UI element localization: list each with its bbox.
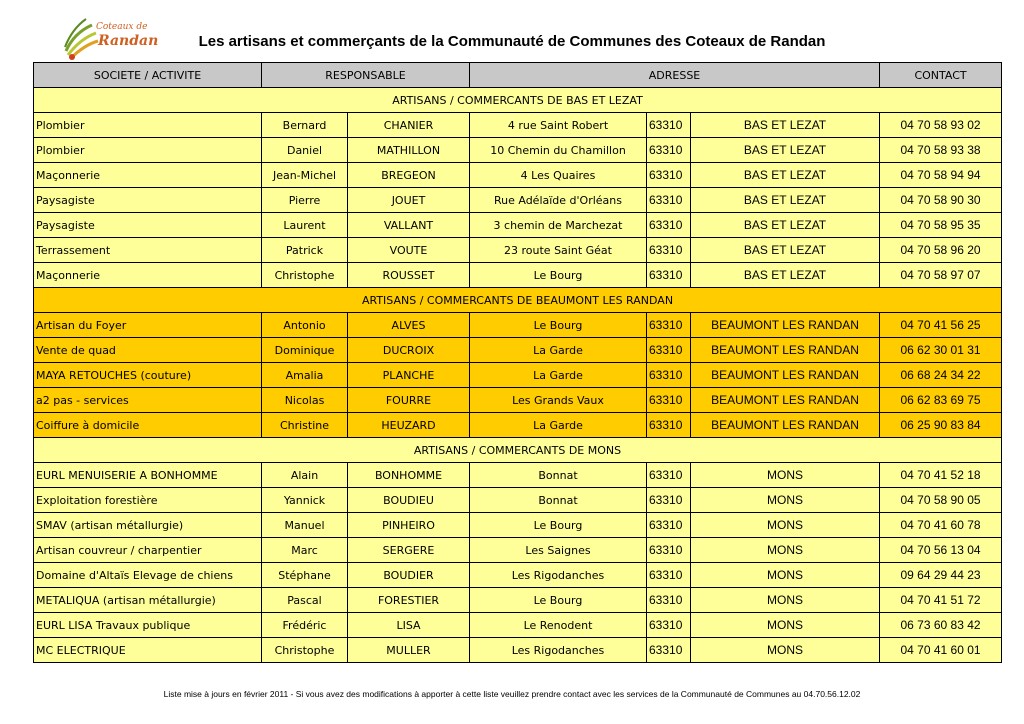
cell-nom: BREGEON [348,163,470,188]
cell-activite: EURL MENUISERIE A BONHOMME [34,463,262,488]
table-row [34,563,1002,588]
cell-activite: Paysagiste [34,213,262,238]
cell-tel: 04 70 56 13 04 [880,538,1002,563]
cell-activite: MC ELECTRIQUE [34,638,262,663]
cell-cp: 63310 [647,388,691,413]
cell-ville: MONS [691,588,880,613]
cell-ville: BEAUMONT LES RANDAN [691,338,880,363]
cell-activite: Vente de quad [34,338,262,363]
cell-nom: LISA [348,613,470,638]
cell-rue: Le Renodent [470,613,647,638]
cell-nom: FOURRE [348,388,470,413]
logo-text-line1: Coteaux de [96,22,148,32]
cell-ville: BAS ET LEZAT [691,113,880,138]
cell-tel: 04 70 41 56 25 [880,313,1002,338]
cell-ville: MONS [691,538,880,563]
cell-activite: Paysagiste [34,188,262,213]
cell-rue: Bonnat [470,488,647,513]
cell-prenom: Christine [262,413,348,438]
cell-cp: 63310 [647,138,691,163]
cell-rue: Rue Adélaïde d'Orléans [470,188,647,213]
cell-prenom: Christophe [262,263,348,288]
header-contact: CONTACT [880,63,1002,88]
cell-ville: MONS [691,513,880,538]
cell-activite: Terrassement [34,238,262,263]
section-title: ARTISANS / COMMERCANTS DE BAS ET LEZAT [34,88,1002,113]
cell-nom: BONHOMME [348,463,470,488]
section-header-row [34,438,1002,463]
cell-nom: BOUDIEU [348,488,470,513]
cell-rue: 10 Chemin du Chamillon [470,138,647,163]
artisans-table [33,62,1002,663]
cell-tel: 04 70 41 60 01 [880,638,1002,663]
cell-tel: 06 62 30 01 31 [880,338,1002,363]
cell-nom: PLANCHE [348,363,470,388]
cell-activite: Domaine d'Altaïs Elevage de chiens [34,563,262,588]
cell-rue: La Garde [470,338,647,363]
cell-ville: BAS ET LEZAT [691,138,880,163]
cell-tel: 09 64 29 44 23 [880,563,1002,588]
cell-tel: 06 25 90 83 84 [880,413,1002,438]
cell-nom: FORESTIER [348,588,470,613]
cell-cp: 63310 [647,338,691,363]
cell-ville: MONS [691,463,880,488]
cell-activite: METALIQUA (artisan métallurgie) [34,588,262,613]
cell-activite: Plombier [34,113,262,138]
table-row [34,113,1002,138]
cell-cp: 63310 [647,363,691,388]
cell-cp: 63310 [647,238,691,263]
cell-cp: 63310 [647,413,691,438]
header-row [34,63,1002,88]
cell-nom: PINHEIRO [348,513,470,538]
cell-activite: Artisan couvreur / charpentier [34,538,262,563]
cell-cp: 63310 [647,488,691,513]
cell-ville: BAS ET LEZAT [691,163,880,188]
table-row [34,138,1002,163]
cell-rue: Les Grands Vaux [470,388,647,413]
table-body [34,88,1002,663]
cell-activite: Maçonnerie [34,263,262,288]
cell-cp: 63310 [647,538,691,563]
cell-tel: 06 68 24 34 22 [880,363,1002,388]
header-responsable: RESPONSABLE [262,63,470,88]
cell-nom: ALVES [348,313,470,338]
cell-nom: BOUDIER [348,563,470,588]
cell-nom: VALLANT [348,213,470,238]
cell-cp: 63310 [647,163,691,188]
cell-tel: 04 70 41 51 72 [880,588,1002,613]
cell-prenom: Patrick [262,238,348,263]
cell-activite: MAYA RETOUCHES (couture) [34,363,262,388]
cell-rue: Bonnat [470,463,647,488]
cell-cp: 63310 [647,263,691,288]
cell-nom: SERGERE [348,538,470,563]
cell-rue: 23 route Saint Géat [470,238,647,263]
cell-ville: MONS [691,613,880,638]
cell-prenom: Marc [262,538,348,563]
cell-cp: 63310 [647,638,691,663]
cell-cp: 63310 [647,188,691,213]
header-adresse: ADRESSE [470,63,880,88]
table-row [34,263,1002,288]
cell-prenom: Amalia [262,363,348,388]
cell-activite: EURL LISA Travaux publique [34,613,262,638]
cell-cp: 63310 [647,613,691,638]
table-row [34,613,1002,638]
cell-prenom: Jean-Michel [262,163,348,188]
cell-prenom: Pierre [262,188,348,213]
table-row [34,538,1002,563]
cell-nom: JOUET [348,188,470,213]
section-header-row [34,288,1002,313]
cell-prenom: Dominique [262,338,348,363]
cell-tel: 06 73 60 83 42 [880,613,1002,638]
cell-tel: 04 70 58 90 05 [880,488,1002,513]
cell-tel: 04 70 58 90 30 [880,188,1002,213]
section-header-row [34,88,1002,113]
cell-tel: 04 70 58 97 07 [880,263,1002,288]
cell-nom: MULLER [348,638,470,663]
cell-ville: BEAUMONT LES RANDAN [691,363,880,388]
header-societe: SOCIETE / ACTIVITE [34,63,262,88]
cell-rue: 4 Les Quaires [470,163,647,188]
table-row [34,238,1002,263]
cell-prenom: Laurent [262,213,348,238]
table-row [34,213,1002,238]
cell-activite: a2 pas - services [34,388,262,413]
cell-rue: Les Rigodanches [470,563,647,588]
table-row [34,313,1002,338]
cell-tel: 04 70 58 93 02 [880,113,1002,138]
table-row [34,488,1002,513]
cell-ville: BAS ET LEZAT [691,238,880,263]
cell-ville: BAS ET LEZAT [691,263,880,288]
cell-rue: Le Bourg [470,263,647,288]
cell-ville: MONS [691,488,880,513]
cell-ville: BAS ET LEZAT [691,188,880,213]
page-title: Les artisans et commerçants de la Communauté de Communes des Coteaux de Randan [198,33,826,50]
section-title: ARTISANS / COMMERCANTS DE MONS [34,438,1002,463]
cell-activite: Exploitation forestière [34,488,262,513]
cell-nom: ROUSSET [348,263,470,288]
cell-ville: MONS [691,638,880,663]
cell-cp: 63310 [647,588,691,613]
cell-prenom: Frédéric [262,613,348,638]
table-row [34,163,1002,188]
table-row [34,463,1002,488]
cell-prenom: Pascal [262,588,348,613]
cell-prenom: Manuel [262,513,348,538]
cell-nom: HEUZARD [348,413,470,438]
cell-rue: Le Bourg [470,513,647,538]
cell-ville: BEAUMONT LES RANDAN [691,313,880,338]
cell-rue: 4 rue Saint Robert [470,113,647,138]
cell-rue: La Garde [470,363,647,388]
cell-tel: 06 62 83 69 75 [880,388,1002,413]
cell-prenom: Antonio [262,313,348,338]
cell-prenom: Nicolas [262,388,348,413]
cell-activite: Coiffure à domicile [34,413,262,438]
table-row [34,188,1002,213]
cell-tel: 04 70 58 94 94 [880,163,1002,188]
cell-cp: 63310 [647,513,691,538]
cell-ville: MONS [691,563,880,588]
cell-ville: BEAUMONT LES RANDAN [691,388,880,413]
section-title: ARTISANS / COMMERCANTS DE BEAUMONT LES RANDAN [34,288,1002,313]
cell-activite: Maçonnerie [34,163,262,188]
table-row [34,513,1002,538]
cell-ville: BEAUMONT LES RANDAN [691,413,880,438]
table-row [34,588,1002,613]
cell-rue: Le Bourg [470,313,647,338]
cell-ville: BAS ET LEZAT [691,213,880,238]
table-row [34,338,1002,363]
cell-cp: 63310 [647,213,691,238]
cell-prenom: Christophe [262,638,348,663]
cell-activite: Artisan du Foyer [34,313,262,338]
cell-cp: 63310 [647,563,691,588]
cell-rue: Les Saignes [470,538,647,563]
cell-nom: DUCROIX [348,338,470,363]
cell-prenom: Bernard [262,113,348,138]
cell-cp: 63310 [647,113,691,138]
cell-tel: 04 70 58 95 35 [880,213,1002,238]
cell-rue: La Garde [470,413,647,438]
cell-nom: MATHILLON [348,138,470,163]
cell-prenom: Daniel [262,138,348,163]
cell-tel: 04 70 58 96 20 [880,238,1002,263]
cell-activite: Plombier [34,138,262,163]
footer-note: Liste mise à jours en février 2011 - Si vous avez des modifications à apporter à cette liste veuillez prendre contact avec les services de la Communauté de Communes au 04.70.56.12.02 [163,689,861,699]
cell-tel: 04 70 41 52 18 [880,463,1002,488]
table-row [34,363,1002,388]
cell-rue: 3 chemin de Marchezat [470,213,647,238]
cell-rue: Les Rigodanches [470,638,647,663]
table-row [34,413,1002,438]
cell-nom: CHANIER [348,113,470,138]
table-row [34,638,1002,663]
cell-cp: 63310 [647,463,691,488]
cell-nom: VOUTE [348,238,470,263]
cell-tel: 04 70 58 93 38 [880,138,1002,163]
cell-tel: 04 70 41 60 78 [880,513,1002,538]
cell-prenom: Yannick [262,488,348,513]
cell-activite: SMAV (artisan métallurgie) [34,513,262,538]
logo-text-line2: Randan [98,33,159,49]
cell-cp: 63310 [647,313,691,338]
cell-prenom: Stéphane [262,563,348,588]
cell-prenom: Alain [262,463,348,488]
table-row [34,388,1002,413]
cell-rue: Le Bourg [470,588,647,613]
